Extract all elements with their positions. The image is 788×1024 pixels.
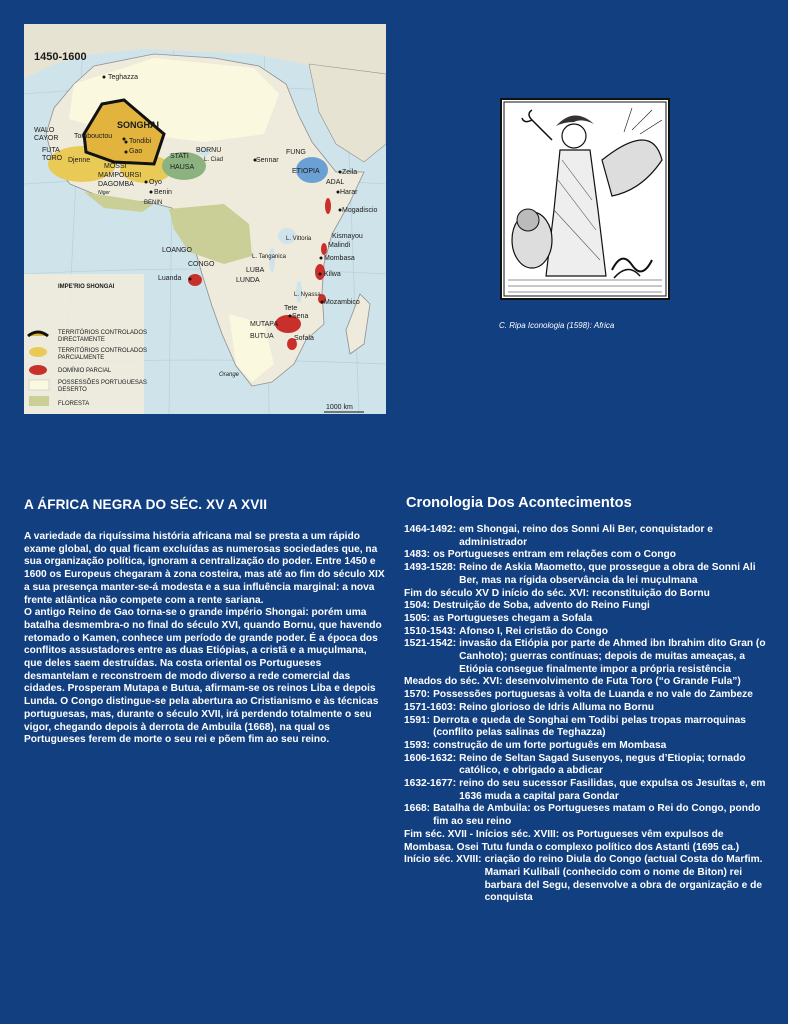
event-date: 1483: (404, 549, 431, 561)
event-text: Reino de Seltan Sagad Susenyos, negus d’Etiopia; tornado católico, e obrigado a abdicar (459, 752, 746, 777)
chronology-event (404, 638, 768, 676)
map-label: Oyo (149, 179, 162, 186)
event-text: as Portugueses chegam a Sofala (433, 612, 593, 624)
event-text: Possessões portuguesas à volta de Luanda e no vale do Zambeze (433, 689, 753, 701)
article-paragraph: A variedade da riquíssima história africana mal se presta a um rápido exame global, do qual ficam excluídas as numerosas sociedades que, na sua organização política, ignoram a centralização do poder. Entre 1450 e 1600 os Europeus chegaram à zona costeira, mas até ao fim do século XIX a sua presença manter-se-á modesta e a sua influência marginal: a nova frente atlântica não compete com a rente sariana. (24, 531, 385, 606)
artwork-caption: C. Ripa Iconologia (1598): Africa (499, 321, 615, 330)
legend-port: DESERTO (58, 387, 87, 393)
event-date: 1593: (404, 739, 431, 751)
map-label: Harar (340, 189, 358, 196)
map-label: Mogadiscio (342, 207, 378, 214)
map-label: DAGOMBA (98, 181, 134, 188)
event-date: Fim do século XV D início do séc. XVI: (404, 587, 590, 599)
map-label: Tombouctou (74, 133, 113, 140)
map-legend (24, 274, 147, 414)
event-text: Afonso I, Rei cristão do Congo (459, 625, 608, 637)
map-label: Malindi (328, 242, 351, 249)
chronology-event (404, 803, 768, 828)
event-text: Batalha de Ambuila: os Portugueses matam o Rei do Congo, pondo fim ao seu reino (433, 803, 761, 828)
map-label: Kismayou (332, 233, 363, 240)
map-label: Niger (98, 190, 110, 196)
event-date: 1510-1543: (404, 625, 457, 637)
event-text: Reino glorioso de Idris Alluma no Bornu (459, 701, 655, 713)
event-text: construção de um forte português em Mombasa (433, 739, 667, 751)
scale-bar (324, 404, 364, 412)
chronology-event (404, 626, 768, 639)
map-label: Mozambico (324, 299, 360, 306)
chronology-event (404, 613, 768, 626)
chronology-event (404, 740, 768, 753)
event-text: Derrota e queda de Songhai em Todibi pelas tropas marroquinas (conflito pelas salinas de Teghazza) (433, 714, 746, 739)
chronology-event (404, 753, 768, 778)
chronology-event (404, 549, 768, 562)
legend-partial: TERRITÓRIOS CONTROLADOS (58, 348, 148, 354)
event-text: criação do reino Diula do Congo (actual Costa do Marfim. Mamari Kulibali (conhecido com o nome de Biton) rei barbara del Segu, desenvolve a obra de organização e de conquista (484, 854, 763, 904)
event-date: 1504: (404, 600, 431, 612)
map-label: Gao (129, 148, 143, 155)
event-date: Fim séc. XVII - Inícios séc. XVIII: (404, 828, 560, 840)
event-date: 1606-1632: (404, 752, 457, 764)
map-label: ETIOPIA (292, 168, 320, 175)
map-label: WALO (34, 127, 55, 134)
event-text: os Portugueses vêm expulsos de Mombasa. Osei Tutu funda o complexo político dos Astanti (1695 ca.) (404, 828, 740, 853)
map-label: HAUSA (170, 164, 195, 171)
map-label: Djenne (68, 157, 91, 164)
map-label: LOANGO (162, 247, 192, 254)
event-date: 1521-1542: (404, 638, 457, 650)
map-label: LUBA (246, 267, 265, 274)
chronology-event (404, 778, 768, 803)
map-label: FUTA (42, 147, 60, 154)
map-label: Sennar (256, 157, 279, 164)
chronology-list (404, 524, 768, 905)
article-paragraph: O antigo Reino de Gao torna-se o grande império Shongai: porém uma batalha desmembra-o no final do século XVI, quando Bornu, que havendo retomado o Kamen, conhece um período de grande poder. É a época dos conflitos assustadores entre as duas Etiópias, a cristã e a muçulmana, que deles saem destruídas. Na costa oriental os Portugueses desmantelam e reconstroem de modo diverso a rede comercial das cidades. Prosperam Mutapa e Butua, afirmam-se os reinos Liba e depois Lunda. O Congo distingue-se pela abertura ao Cristianismo e às técnicas portuguesas, mas, durante o século XVII, irá perdendo totalmente o seu vigor, chegando depois à derrota de Ambuila (1668), na qual os Portugueses ferem de morte o seu rei e põem fim ao seu reino. (24, 607, 382, 746)
map-label: L. Ciad (204, 157, 224, 163)
event-text: reino do seu sucessor Fasilidas, que expulsa os Jesuítas e, em 1636 muda a capital para Gondar (459, 778, 766, 802)
article-body (24, 531, 386, 747)
map-label: LUNDA (236, 277, 260, 284)
map-label: MAMPOURSI (98, 172, 142, 179)
map-label: BUTUA (250, 333, 274, 340)
map-label: BENIN (144, 200, 163, 206)
map-label: Orange (219, 372, 240, 378)
event-date: Meados do séc. XVI: (404, 676, 503, 688)
chronology-event (404, 676, 768, 689)
map-label: Benin (154, 189, 172, 196)
map-label: STATI (170, 153, 189, 160)
event-date: 1632-1677: (404, 778, 457, 790)
legend-direct: TERRITÓRIOS CONTROLADOS (58, 330, 148, 336)
legend-title: IMPE'RIO SHONGAI (58, 284, 115, 290)
event-date: 1493-1528: (404, 562, 457, 574)
map-label: CONGO (188, 261, 215, 268)
map-label: Tete (284, 305, 298, 312)
map-period: 1450-1600 (34, 51, 87, 63)
map-label: BORNU (196, 147, 222, 154)
map-label: L. Vittoria (286, 236, 312, 242)
event-text: os Portugueses entram em relações com o Congo (433, 549, 676, 561)
chronology-event (404, 854, 768, 905)
map-label: ADAL (326, 179, 345, 186)
legend-forest: FLORESTA (58, 401, 90, 407)
event-text: Destruição de Soba, advento do Reino Fungi (433, 600, 650, 612)
legend-direct: DIRECTAMENTE (58, 337, 105, 343)
event-text: em Shongai, reino dos Sonni Ali Ber, conquistador e administrador (459, 524, 713, 548)
map-label: Tondibi (129, 138, 152, 145)
legend-port: POSSESSÕES PORTUGUESAS (58, 380, 147, 386)
event-text: reconstituição do Bornu (592, 587, 710, 599)
map-label: Luanda (158, 275, 182, 282)
africa-allegory-woodcut-icon (500, 98, 670, 300)
map-label: FUNG (286, 149, 306, 156)
map-label: SONGHAI (117, 120, 160, 130)
event-date: 1505: (404, 612, 431, 624)
map-label: CAYOR (34, 135, 59, 142)
africa-map (24, 24, 386, 414)
event-date: Início séc. XVIII: (404, 854, 482, 866)
event-date: 1668: (404, 803, 431, 815)
event-date: 1571-1603: (404, 701, 457, 713)
legend-domain: DOMÍNIO PARCIAL (58, 368, 112, 374)
map-label: MUTAPA (250, 321, 279, 328)
chronology-event (404, 588, 768, 601)
event-date: 1591: (404, 714, 431, 726)
map-label: Teghazza (108, 74, 138, 81)
chronology-event (404, 689, 768, 702)
chronology-title: Cronologia Dos Acontecimentos (406, 495, 632, 511)
map-label: Zeila (342, 169, 358, 176)
event-date: 1570: (404, 689, 431, 701)
map-label: MOSSI (104, 163, 127, 170)
map-label: L. Tanganica (252, 254, 286, 260)
map-label: Kilwa (324, 271, 341, 278)
chronology-event (404, 562, 768, 587)
africa-map-svg (24, 24, 386, 414)
svg-text:1000 km: 1000 km (326, 404, 353, 411)
article-title: A ÁFRICA NEGRA DO SÉC. XV A XVII (24, 497, 268, 512)
map-label: Mombasa (324, 255, 355, 262)
chronology-event (404, 715, 768, 740)
event-text: Reino de Askia Maometto, que prossegue a obra de Sonni Ali Ber, mas na rígida observância da lei muçulmana (459, 562, 756, 586)
map-label: TORO (42, 155, 63, 162)
chronology-event (404, 524, 768, 549)
chronology-event (404, 702, 768, 715)
map-label: Sena (292, 313, 309, 320)
event-text: invasão da Etiópia por parte de Ahmed ibn Ibrahim dito Gran (o Canhoto); guerras contínuas; depois de muitas ameaças, a Etiópia consegue finalmente impor a própria resistência (459, 638, 766, 675)
event-text: desenvolvimento de Futa Toro (“o Grande Fula”) (505, 676, 741, 688)
chronology-event (404, 600, 768, 613)
chronology-event (404, 829, 768, 854)
legend-partial: PARCIALMENTE (58, 355, 105, 361)
map-label: L. Nyassa (294, 292, 321, 298)
map-label: Sofala (294, 335, 314, 342)
event-date: 1464-1492: (404, 524, 457, 535)
